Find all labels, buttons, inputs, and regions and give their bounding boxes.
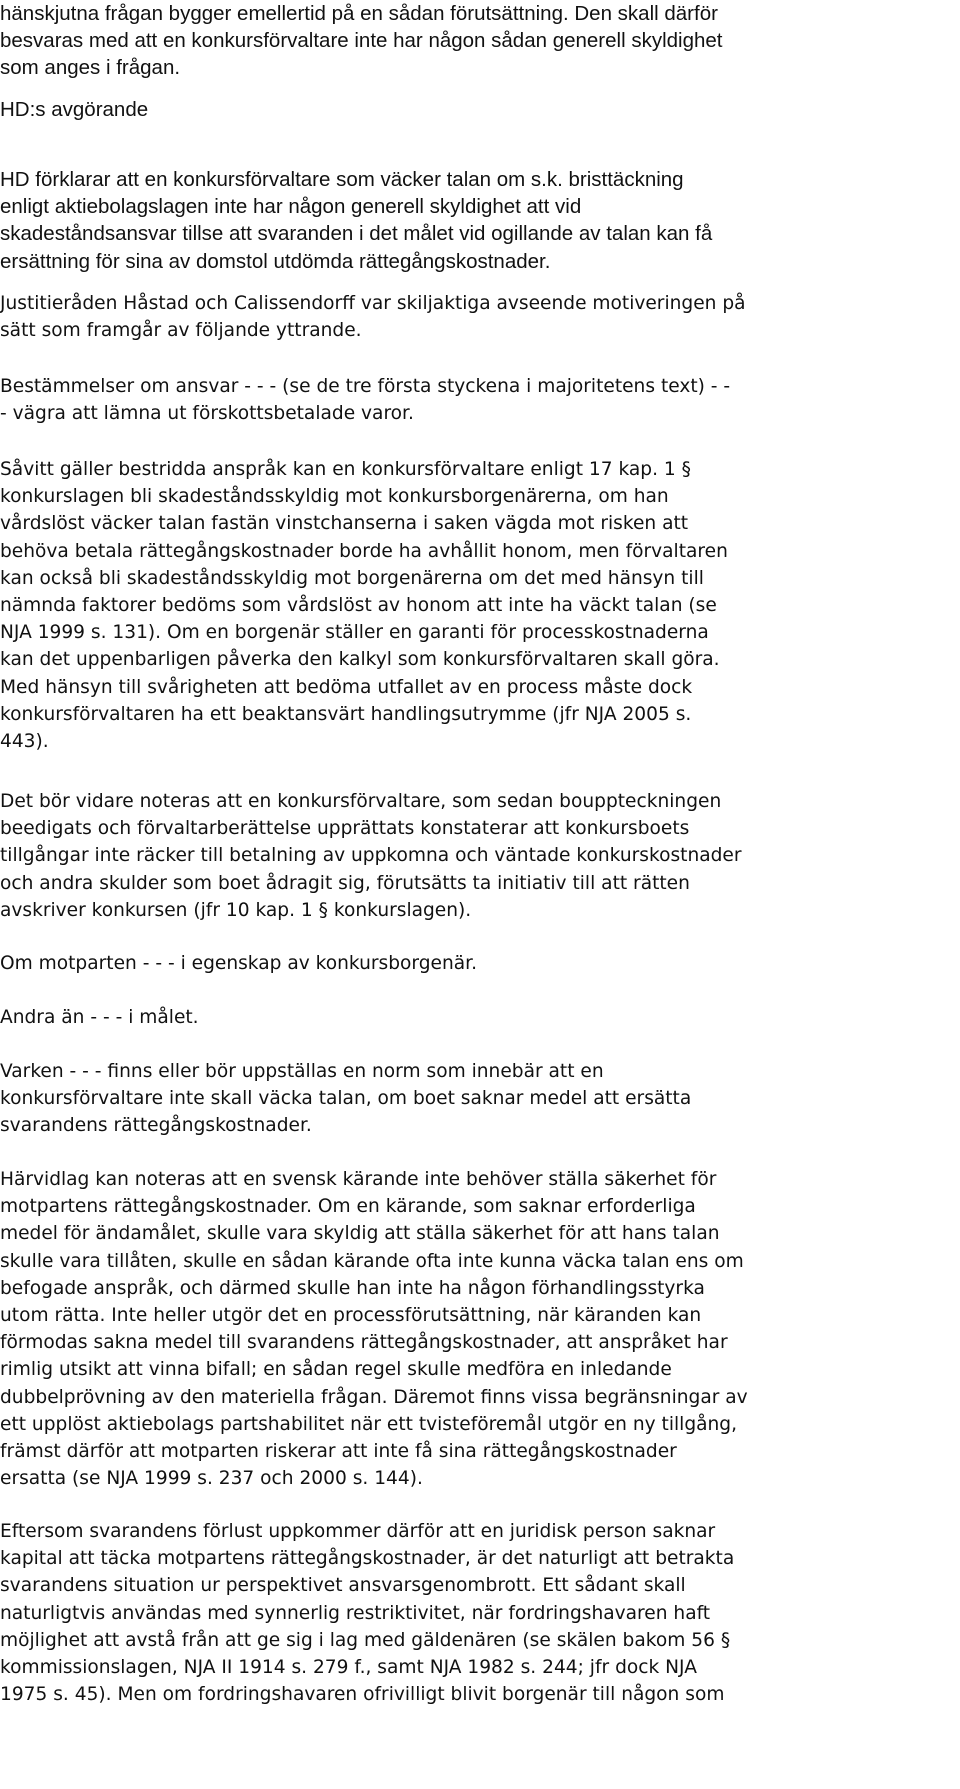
text-line: hänskjutna frågan bygger emellertid på en sådan förutsättning. Den skall därför (0, 2, 718, 25)
text-line: beedigats och förvaltarberättelse upprättats konstaterar att konkursboets (0, 818, 690, 840)
paragraph-hd-ruling (0, 166, 958, 275)
text-line: och andra skulder som boet ådragit sig, förutsätts ta initiativ till att rätten (0, 872, 690, 894)
text-line: svarandens rättegångskostnader. (0, 1115, 312, 1137)
text-line: Såvitt gäller bestridda anspråk kan en konkursförvaltare enligt 17 kap. 1 § (0, 459, 691, 480)
text-line: besvaras med att en konkursförvaltare inte har någon sådan generell skyldighet (0, 29, 723, 53)
section-heading-hd-decision (0, 96, 958, 123)
text-line: skadeståndsansvar tillse att svaranden i det målet vid ogillande av talan kan få (0, 222, 713, 246)
text-line: skulle vara tillåten, skulle en sådan kärande ofta inte kunna väcka talan ens om (0, 1250, 744, 1272)
text-line: som anges i frågan. (0, 56, 181, 80)
text-line: förmodas sakna medel till svarandens rättegångskostnader, att anspråket har (0, 1332, 728, 1354)
text-line: ersättning för sina av domstol utdömda rättegångskostnader. (0, 249, 551, 273)
text-line: Härvidlag kan noteras att en svensk kärande inte behöver ställa säkerhet för (0, 1169, 717, 1190)
paragraph-no-norm (0, 1058, 958, 1140)
text-line: utom rätta. Inte heller utgör det en processförutsättning, när käranden kan (0, 1305, 702, 1327)
text-line: medel för ändamålet, skulle vara skyldig att ställa säkerhet för att hans talan (0, 1223, 720, 1245)
text-line: konkurslagen bli skadeståndsskyldig mot konkursborgenärerna, om han (0, 486, 669, 508)
text-line: rimlig utsikt att vinna bifall; en sådan regel skulle medföra en inledande (0, 1359, 672, 1381)
text-line: - vägra att lämna ut förskottsbetalade varor. (0, 403, 414, 425)
paragraph-liability-provisions (0, 373, 958, 427)
paragraph-answer-conclusion (0, 0, 958, 82)
text-line: konkursförvaltare inte skall väcka talan, om boet saknar medel att ersätta (0, 1088, 692, 1110)
text-line: kan också bli skadeståndsskyldig mot borgenärerna om det med hänsyn till (0, 567, 704, 589)
paragraph-dissent-intro (0, 290, 958, 344)
paragraph-administrator-initiative (0, 788, 958, 924)
text-line: tillgångar inte räcker till betalning av uppkomna och väntade konkurskostnader (0, 845, 742, 867)
text-line: ett upplöst aktiebolags partshabilitet när ett tvisteföremål utgör en ny tillgång, (0, 1413, 738, 1435)
text-line: Andra än - - - i målet. (0, 1007, 199, 1028)
text-line: naturligtvis användas med synnerlig restriktivitet, när fordringshavaren haft (0, 1602, 711, 1624)
text-line: möjlighet att avstå från att ge sig i lag med gäldenären (se skälen bakom 56 § (0, 1629, 731, 1651)
text-line: avskriver konkursen (jfr 10 kap. 1 § konkurslagen). (0, 899, 472, 921)
text-line: 443). (0, 731, 49, 753)
text-line: Med hänsyn till svårigheten att bedöma utfallet av en process måste dock (0, 676, 693, 698)
text-line: Bestämmelser om ansvar - - - (se de tre första styckena i majoritetens text) - - (0, 376, 731, 397)
text-line: dubbelprövning av den materiella frågan. Däremot finns vissa begränsningar av (0, 1386, 748, 1408)
paragraph-counterparty (0, 950, 958, 977)
text-line: ersatta (se NJA 1999 s. 237 och 2000 s. 144). (0, 1468, 423, 1490)
text-line: kan det uppenbarligen påverka den kalkyl som konkursförvaltaren skall göra. (0, 649, 720, 671)
text-line: HD förklarar att en konkursförvaltare som väcker talan om s.k. bristtäckning (0, 168, 684, 191)
text-line: främst därför att motparten riskerar att inte få sina rättegångskostnader (0, 1441, 677, 1463)
text-line: Eftersom svarandens förlust uppkommer därför att en juridisk person saknar (0, 1521, 716, 1542)
text-line: sätt som framgår av följande yttrande. (0, 320, 362, 342)
text-line: HD:s avgörande (0, 98, 149, 121)
text-line: kapital att täcka motpartens rättegångskostnader, är det naturligt att betrakta (0, 1548, 735, 1570)
text-line: NJA 1999 s. 131). Om en borgenär ställer en garanti för processkostnaderna (0, 622, 709, 644)
paragraph-disputed-claims (0, 456, 958, 755)
paragraph-veil-piercing (0, 1518, 958, 1708)
text-line: kommissionslagen, NJA II 1914 s. 279 f., samt NJA 1982 s. 244; jfr dock NJA (0, 1657, 697, 1679)
text-line: behöva betala rättegångskostnader borde ha avhållit honom, men förvaltaren (0, 540, 728, 562)
text-line: befogade anspråk, och därmed skulle han inte ha någon förhandlingsstyrka (0, 1277, 705, 1299)
paragraph-others (0, 1004, 958, 1031)
text-line: svarandens situation ur perspektivet ansvarsgenombrott. Ett sådant skall (0, 1575, 686, 1597)
text-line: Justitieråden Håstad och Calissendorff var skiljaktiga avseende motiveringen på (0, 293, 746, 314)
text-line: enligt aktiebolagslagen inte har någon generell skyldighet att vid (0, 195, 582, 219)
text-line: 1975 s. 45). Men om fordringshavaren ofrivilligt blivit borgenär till någon som (0, 1684, 725, 1706)
text-line: Det bör vidare noteras att en konkursförvaltare, som sedan bouppteckningen (0, 791, 722, 812)
text-line: Om motparten - - - i egenskap av konkursborgenär. (0, 953, 477, 974)
paragraph-security-for-costs (0, 1166, 958, 1492)
text-line: konkursförvaltaren ha ett beaktansvärt handlingsutrymme (jfr NJA 2005 s. (0, 703, 692, 725)
text-line: motpartens rättegångskostnader. Om en kärande, som saknar erforderliga (0, 1196, 696, 1218)
text-line: vårdslöst väcker talan fastän vinstchanserna i saken vägda mot risken att (0, 513, 689, 535)
text-line: Varken - - - finns eller bör uppställas en norm som innebär att en (0, 1061, 604, 1082)
text-line: nämnda faktorer bedöms som vårdslöst av honom att inte ha väckt talan (se (0, 595, 717, 617)
